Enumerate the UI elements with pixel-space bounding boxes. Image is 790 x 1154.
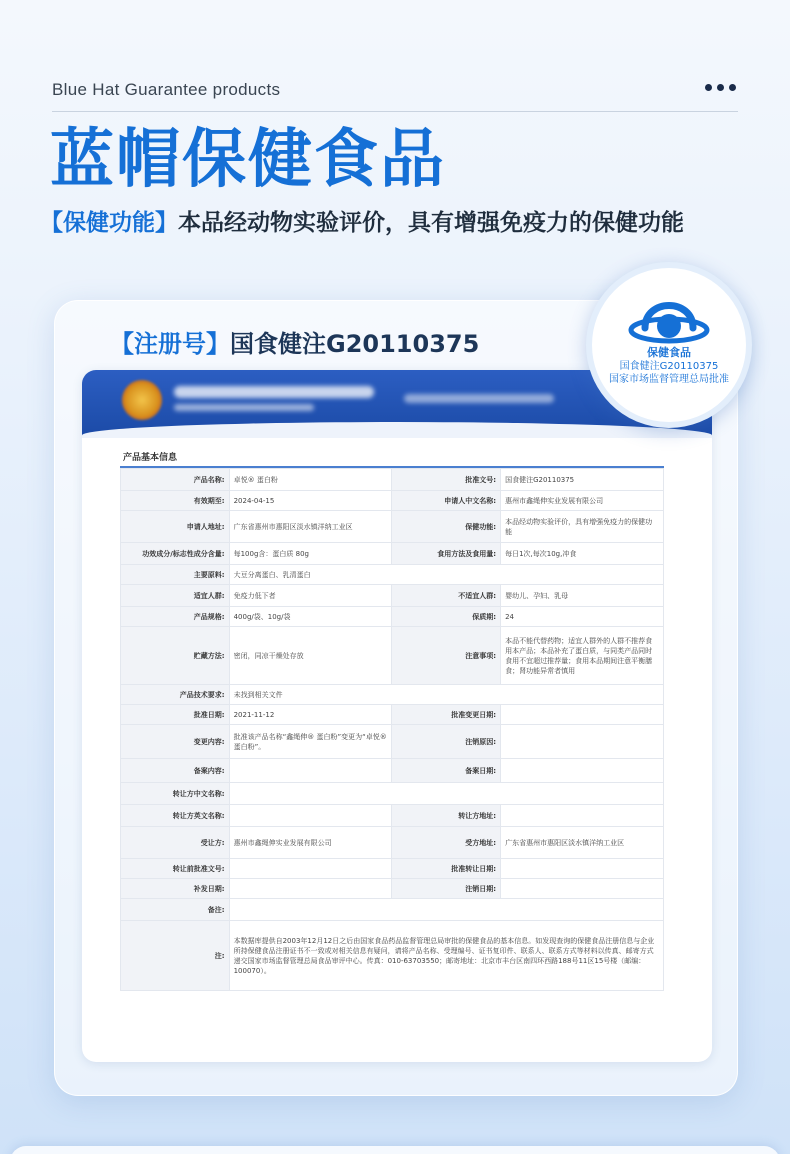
table-row xyxy=(121,511,664,543)
field-value: 本数据库提供自2003年12月12日之后由国家食品药品监督管理总局审批的保健食品的基本信息。如发现查询的保健食品注册信息与企业所持保健食品注册证书不一致或对相关信息有疑问，请将产品名称、受理编号、证书复印件、联系人、联系方式等材料以传真、邮寄方式递交国家市场监督管理总局食品审评中心。传真：010-63703550；邮寄地址：北京市丰台区南四环西路188号11区15号楼（邮编：100070）。 xyxy=(229,921,663,991)
table-row xyxy=(121,607,664,627)
field-label: 批准转让日期: xyxy=(392,859,501,879)
field-value: 卓悦® 蛋白粉 xyxy=(229,469,392,491)
function-text: 本品经动物实验评价，具有增强免疫力的保健功能 xyxy=(178,210,684,236)
table-row xyxy=(121,921,664,991)
registration-bracket: 【注册号】 xyxy=(110,330,230,358)
field-label: 功效成分/标志性成分含量: xyxy=(121,543,230,565)
field-value: 24 xyxy=(501,607,664,627)
field-label: 备案日期: xyxy=(392,759,501,783)
field-value xyxy=(501,859,664,879)
field-value xyxy=(501,705,664,725)
table-row xyxy=(121,585,664,607)
field-value: 婴幼儿、孕妇、乳母 xyxy=(501,585,664,607)
field-label: 变更内容: xyxy=(121,725,230,759)
field-label: 批准文号: xyxy=(392,469,501,491)
field-value: 大豆分离蛋白、乳清蛋白 xyxy=(229,565,663,585)
table-row xyxy=(121,725,664,759)
table-row xyxy=(121,859,664,879)
product-info-table xyxy=(120,448,664,991)
function-line xyxy=(40,204,684,237)
field-label: 批准日期: xyxy=(121,705,230,725)
field-label: 转让方地址: xyxy=(392,805,501,827)
seal-line-1: 保健食品 xyxy=(647,346,691,359)
table-row xyxy=(121,899,664,921)
field-label: 食用方法及食用量: xyxy=(392,543,501,565)
field-label: 申请人中文名称: xyxy=(392,491,501,511)
blue-hat-seal xyxy=(586,262,752,428)
site-title-blur xyxy=(174,386,374,398)
field-label: 产品规格: xyxy=(121,607,230,627)
field-value: 密闭，同凉干燥处存放 xyxy=(229,627,392,685)
field-value: 批准该产品名称“鑫绳伸® 蛋白粉”变更为“卓悦® 蛋白粉”。 xyxy=(229,725,392,759)
next-section-edge xyxy=(10,1146,780,1154)
field-value xyxy=(229,805,392,827)
field-label: 注意事项: xyxy=(392,627,501,685)
top-header xyxy=(52,80,738,112)
field-label: 贮藏方法: xyxy=(121,627,230,685)
field-label: 备注: xyxy=(121,899,230,921)
table-row xyxy=(121,759,664,783)
field-label: 注销原因: xyxy=(392,725,501,759)
field-value xyxy=(229,783,663,805)
field-label: 不适宜人群: xyxy=(392,585,501,607)
blue-hat-logo-icon xyxy=(625,288,713,348)
field-value xyxy=(501,805,664,827)
field-value xyxy=(229,859,392,879)
field-label: 转让方中文名称: xyxy=(121,783,230,805)
site-subtitle-blur xyxy=(174,404,314,411)
table-row xyxy=(121,491,664,511)
function-bracket: 【保健功能】 xyxy=(40,210,178,236)
field-value xyxy=(501,725,664,759)
field-value: 广东省惠州市惠阳区淡水镇洋纳工业区 xyxy=(229,511,392,543)
registration-value: 国食健注G20110375 xyxy=(230,330,480,358)
field-value: 广东省惠州市惠阳区淡水镇洋纳工业区 xyxy=(501,827,664,859)
table-row xyxy=(121,827,664,859)
field-value: 400g/袋、10g/袋 xyxy=(229,607,392,627)
table-row xyxy=(121,627,664,685)
field-label: 转让前批准文号: xyxy=(121,859,230,879)
page-title: 蓝帽保健食品 xyxy=(50,123,446,197)
field-value: 2021-11-12 xyxy=(229,705,392,725)
table-row xyxy=(121,469,664,491)
field-value: 每100g含：蛋白质 80g xyxy=(229,543,392,565)
field-label: 有效期至: xyxy=(121,491,230,511)
field-label: 注销日期: xyxy=(392,879,501,899)
field-label: 保质期: xyxy=(392,607,501,627)
registration-line xyxy=(110,324,479,359)
field-value: 国食健注G20110375 xyxy=(501,469,664,491)
field-label: 受方地址: xyxy=(392,827,501,859)
table-row xyxy=(121,685,664,705)
subtitle: Blue Hat Guarantee products xyxy=(52,80,281,99)
field-value xyxy=(229,899,663,921)
site-slogan-blur xyxy=(404,394,554,403)
seal-line-3: 国家市场监督管理总局批准 xyxy=(609,374,729,385)
field-value: 本品经动物实验评价，具有增强免疫力的保健功能 xyxy=(501,511,664,543)
national-emblem-icon xyxy=(122,380,162,420)
table-row xyxy=(121,805,664,827)
field-label: 主要原料: xyxy=(121,565,230,585)
table-title: 产品基本信息 xyxy=(120,448,664,468)
field-value: 2024-04-15 xyxy=(229,491,392,511)
info-table xyxy=(120,468,664,991)
field-value: 免疫力低下者 xyxy=(229,585,392,607)
table-row xyxy=(121,783,664,805)
table-row xyxy=(121,565,664,585)
field-label: 产品名称: xyxy=(121,469,230,491)
field-label: 注: xyxy=(121,921,230,991)
table-row xyxy=(121,879,664,899)
field-label: 备案内容: xyxy=(121,759,230,783)
field-label: 批准变更日期: xyxy=(392,705,501,725)
table-row xyxy=(121,543,664,565)
field-value xyxy=(501,759,664,783)
field-label: 补发日期: xyxy=(121,879,230,899)
field-label: 受让方: xyxy=(121,827,230,859)
field-value xyxy=(229,759,392,783)
field-value xyxy=(229,879,392,899)
field-label: 转让方英文名称: xyxy=(121,805,230,827)
seal-line-2: 国食健注G20110375 xyxy=(619,361,719,372)
field-value xyxy=(501,879,664,899)
field-label: 申请人地址: xyxy=(121,511,230,543)
field-value: 未找到相关文件 xyxy=(229,685,663,705)
field-label: 产品技术要求: xyxy=(121,685,230,705)
field-label: 保健功能: xyxy=(392,511,501,543)
field-value: 本品不能代替药物；适宜人群外的人群不推荐食用本产品；本品补充了蛋白质，与同类产品同时食用不宜超过推荐量；食用本品期间注意平衡膳食；肾功能异常者慎用 xyxy=(501,627,664,685)
certificate-screenshot xyxy=(82,370,712,1062)
table-row xyxy=(121,705,664,725)
field-value: 每日1次,每次10g,冲食 xyxy=(501,543,664,565)
field-value: 惠州市鑫绳伸实业发展有限公司 xyxy=(229,827,392,859)
field-value: 惠州市鑫绳伸实业发展有限公司 xyxy=(501,491,664,511)
header-wave xyxy=(82,422,712,438)
field-label: 适宜人群: xyxy=(121,585,230,607)
more-dots-icon xyxy=(705,84,736,91)
